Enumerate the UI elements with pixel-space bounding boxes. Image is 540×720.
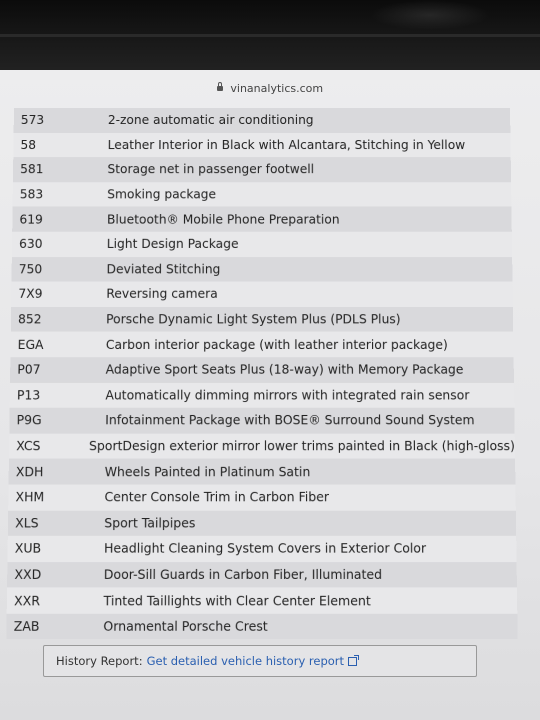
table-row — [12, 232, 512, 257]
option-description: Deviated Stitching — [106, 262, 221, 277]
option-code: P9G — [16, 413, 42, 428]
table-row — [9, 408, 514, 433]
history-link-text: Get detailed vehicle history report — [146, 654, 345, 668]
option-description: Reversing camera — [106, 287, 218, 302]
table-row — [7, 588, 518, 614]
table-row — [9, 433, 515, 459]
option-description: Adaptive Sport Seats Plus (18-way) with Memory Package — [105, 362, 464, 378]
option-code: 58 — [20, 137, 37, 152]
table-row — [10, 332, 513, 357]
option-code: 573 — [20, 113, 45, 128]
history-report-box — [43, 645, 477, 677]
table-row — [13, 157, 511, 182]
option-description: Porsche Dynamic Light System Plus (PDLS Plus) — [106, 312, 401, 327]
option-description: Storage net in passenger footwell — [107, 162, 315, 177]
option-code: P13 — [16, 387, 41, 403]
bezel-reflection — [370, 0, 490, 30]
bezel-edge — [0, 34, 540, 37]
option-code: 630 — [18, 237, 43, 252]
table-row — [8, 510, 516, 536]
option-description: Carbon interior package (with leather interior package) — [105, 337, 448, 352]
table-row — [11, 282, 513, 307]
option-description: Leather Interior in Black with Alcantara, Stitching in Yellow — [107, 137, 466, 152]
external-link-icon — [348, 657, 357, 666]
table-row — [10, 357, 514, 382]
option-code: 583 — [19, 187, 44, 202]
table-row — [9, 459, 516, 485]
option-description: Light Design Package — [106, 237, 239, 252]
option-code: EGA — [17, 337, 44, 352]
option-description: Door-Sill Guards in Carbon Fiber, Illuminated — [103, 567, 383, 583]
option-description: Ornamental Porsche Crest — [103, 619, 268, 635]
table-row — [11, 307, 513, 332]
option-description: Automatically dimming mirrors with integrated rain sensor — [105, 387, 470, 403]
address-bar[interactable] — [0, 82, 540, 102]
option-code: P07 — [17, 362, 41, 378]
option-code: XLS — [15, 515, 39, 531]
option-description: Wheels Painted in Platinum Satin — [104, 464, 311, 479]
monitor-bezel — [0, 0, 540, 72]
option-code: XXR — [13, 593, 41, 609]
option-code: XXD — [14, 567, 42, 583]
table-row — [8, 484, 516, 510]
option-code: XDH — [15, 464, 44, 479]
option-code: XUB — [14, 541, 42, 557]
table-row — [14, 108, 511, 133]
option-description: 2-zone automatic air conditioning — [107, 113, 314, 128]
option-description: Headlight Cleaning System Covers in Exterior Color — [103, 541, 427, 557]
option-code: XCS — [16, 438, 41, 454]
table-row — [12, 207, 512, 232]
option-code: 852 — [17, 312, 42, 327]
option-code: ZAB — [13, 619, 40, 635]
table-row — [7, 562, 517, 588]
options-table — [6, 108, 517, 640]
table-row — [13, 182, 512, 207]
lock-icon — [217, 86, 223, 91]
table-row — [13, 133, 510, 158]
browser-screen — [0, 70, 540, 720]
table-row — [7, 536, 516, 562]
table-row — [10, 382, 515, 407]
option-code: 750 — [18, 262, 43, 277]
option-description: Center Console Trim in Carbon Fiber — [104, 490, 329, 505]
url-text: vinanalytics.com — [230, 82, 324, 95]
table-row — [6, 614, 517, 640]
history-report-link[interactable] — [147, 654, 357, 668]
option-description: Bluetooth® Mobile Phone Preparation — [106, 212, 340, 227]
option-description: SportDesign exterior mirror lower trims painted in Black (high-gloss) — [89, 438, 515, 454]
option-code: XHM — [15, 490, 45, 505]
option-description: Infotainment Package with BOSE® Surround Sound System — [105, 413, 475, 428]
option-code: 7X9 — [18, 287, 43, 302]
history-label: History Report: — [56, 654, 143, 668]
table-row — [11, 257, 512, 282]
option-description: Sport Tailpipes — [104, 515, 196, 531]
option-description: Tinted Taillights with Clear Center Element — [103, 593, 371, 609]
option-code: 619 — [19, 212, 43, 227]
option-description: Smoking package — [107, 187, 217, 202]
option-code: 581 — [20, 162, 44, 177]
